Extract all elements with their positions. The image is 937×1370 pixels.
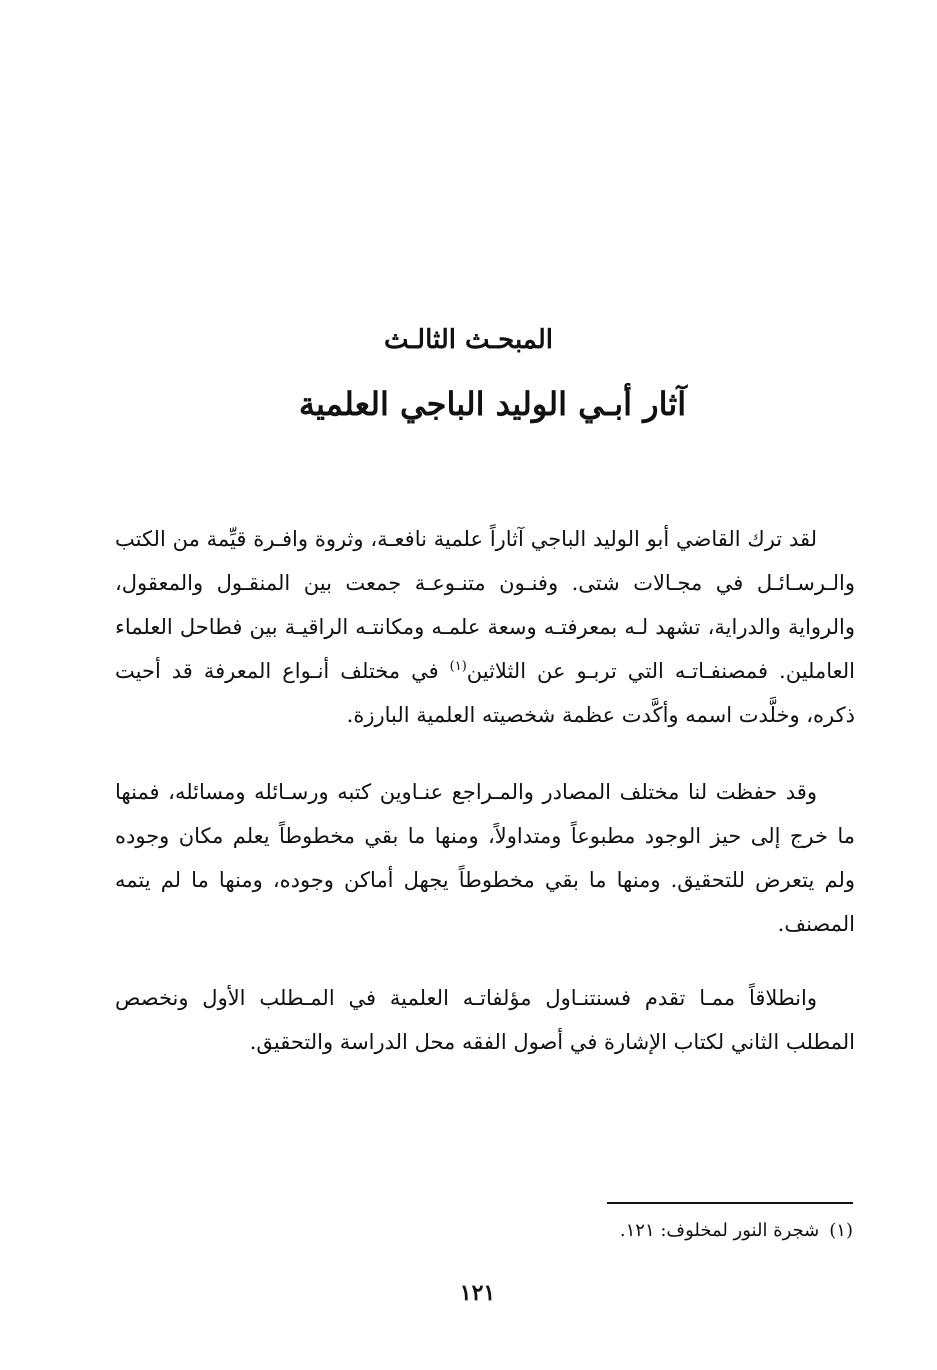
paragraph-1-text-a: لقد ترك القاضي أبو الوليد الباجي آثاراً علمية نافعـة، وثروة وافـرة قيِّمة من الكتب والـرسـائـل في مجـالات شتى. وفنـون متنـوعـة جمعت بين المنقـول والمعقول، والرواية والدراية، تشهد لـه بمعرفتـه وسعة علمـه ومكانتـه الراقيـة بين فطاحل العلماء العاملين. فمصنفـاتـه التي تربـو عن الثلاثين — [115, 527, 855, 683]
section-label: المبحـث الثالـث — [384, 325, 553, 355]
footnote-marker: (١) — [449, 659, 467, 674]
paragraph-1 — [115, 517, 855, 737]
paragraph-2-text: وقد حفظت لنا مختلف المصادر والمـراجع عنـاوين كتبه ورسـائله ومسائله، فمنها ما خرج إلى حيز الوجود مطبوعاً ومتداولاً، ومنها ما بقي مخطوطاً يعلم مكان وجوده ولم يتعرض للتحقيق. ومنها ما بقي مخطوطاً يجهل أماكن وجوده، ومنها ما لم يتمه المصنف. — [115, 780, 855, 936]
footnote-number: (١) — [829, 1220, 853, 1241]
chapter-title: آثار أبـي الوليد الباجي العلمية — [298, 385, 687, 423]
paragraph-3-text: وانطلاقاً ممـا تقدم فسنتنـاول مؤلفاتـه العلمية في المـطلب الأول ونخصص المطلب الثاني لكتاب الإشارة في أصول الفقه محل الدراسة والتحقيق. — [115, 986, 855, 1054]
paragraph-1-text-b: في مختلف أنـواع المعرفة قد أحيت ذكره، وخلَّدت اسمه وأكَّدت عظمة شخصيته العلمية البارزة. — [115, 659, 855, 727]
footnote — [620, 1218, 853, 1244]
page-number: ١٢١ — [459, 1280, 496, 1306]
footnote-text: شجرة النور لمخلوف: ١٢١. — [619, 1220, 820, 1241]
footnote-divider — [607, 1202, 853, 1204]
paragraph-3 — [115, 976, 855, 1064]
paragraph-2 — [115, 770, 855, 946]
